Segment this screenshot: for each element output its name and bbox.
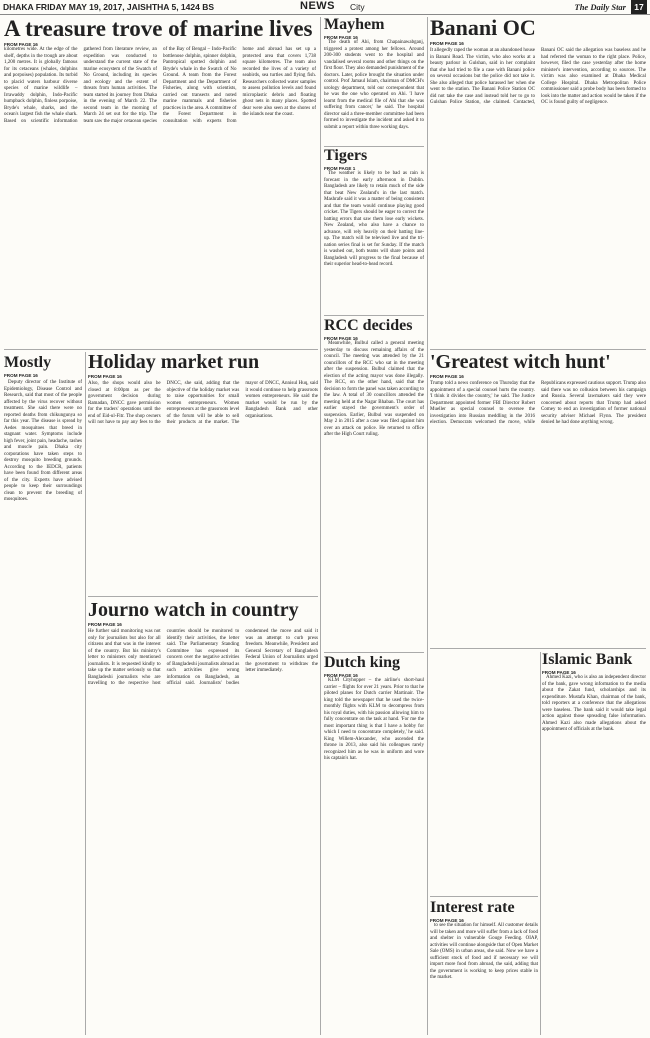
dateline: FROM PAGE 16: [324, 35, 358, 40]
dateline: FROM PAGE 16: [542, 670, 576, 675]
paper-logo: The Daily Star: [574, 2, 626, 12]
dutch-story: [324, 655, 424, 1035]
lead-story: [4, 17, 316, 347]
tigers-body: The weather is likely to be bad as rain is forecast in the early afternoon in Dublin. Bangladesh are likely to retain much of the side that beat New Zealand's in the last match. Mashrafe said it was a matter of being consistent and that the team would continue playing good cricket. The Tigers should be eager to correct the batting errors that saw them lose early wickets. New Zealand, who also have a chance to advance, will rely heavily on their batting line-up. The match will be televised live and the tri-nation series final is set for Sunday. If the match is washed out, both teams will share points and Bangladesh will progress to the final because of their superior head-to-head record.: [324, 171, 424, 267]
section-rule: [4, 349, 318, 350]
holiday-headline: Holiday market run: [88, 352, 260, 373]
interest-story: [430, 900, 538, 1035]
section-name-2: City: [350, 2, 365, 12]
column-rule: [85, 352, 86, 1035]
greatest-headline: 'Greatest witch hunt': [430, 352, 611, 373]
rcc-story: [324, 318, 424, 528]
section-rule: [88, 596, 318, 597]
dateline: FROM PAGE 16: [4, 373, 38, 378]
page-header: [0, 0, 650, 15]
mayhem-body: The death of Ahi, from Chapainawabganj, triggered a protest among her fellows. Around 200-300 students went to the hospital and vandalised several rooms and other things on the first floor. They also demanded punishment of the doctors. Later, police brought the situation under control. Prof Jamaul Islam, chairman of DMCH's urology department, told our correspondent that he was the one who operated on Ahi. 'I have learnt from the medical file of Ahi that she was suffering from cancer,' he said. The hospital director said a three-member committee had been formed to investigate the incident and asked it to submit a report within three working days.: [324, 40, 424, 130]
journo-headline: Journo watch in country: [88, 600, 299, 621]
mostly-headline: Mostly: [4, 355, 52, 371]
lead-body: kilometres wide. At the edge of the shelf, depths in the trough are about 1,200 metres. It is globally famous for its cetaceans (whales, dolphins and porpoises) population. Its turbid to placid waters harbour diverse species of marine wildlife – Irrawaddy dolphin, Indo-Pacific humpback dolphin, finless porpoise, Bryde's whale, sharks, and the ocean's largest fish the whale shark. Based on scientific information gathered from literature review, an expedition was conducted to understand the current state of the marine ecosystem of the Swatch of No Ground, including its species and ecology and the extent of threats from human activities. The team started its journey from Dhaka in the evening of March 22. The second team in the morning of March 24 set out for the trip. The team saw the major cetacean species of the Bay of Bengal – Indo-Pacific bottlenose dolphin, spinner dolphin, Pantropical spotted dolphin and Bryde's whale in the Swatch of No Ground. A team from the Forest Department and the Department of Fisheries, along with scientists, carried out transects and noted marine mammals and fisheries practices in the area. A committee of the Forest Department in consultation with experts from home and abroad has set up a protected area that covers 1,738 square kilometres. The team also recorded the lives of a variety of seabirds, sea turtles and flying fish. Researchers collected water samples to assess pollution levels and found microplastic debris and floating ghost nets in many places. Spotted dear were also seen at the shores of the islands near the coast.: [4, 47, 316, 124]
greatest-body: Trump told a news conference on Thursday that the appointment of a special counsel hurts the country. 'I think it divides the country,' he said. The Justice Department appointed former FBI Director Robert Mueller as special counsel to oversee the investigation into Russian meddling in the 2016 election. Democrats welcomed the move, while Republicans expressed cautious support. Trump also said there was no collusion between his campaign and Russia. Several lawmakers said they were concerned about reports that Trump had asked Comey to end an investigation of former national security adviser Michael Flynn. The president denied he had done anything wrong.: [430, 381, 646, 425]
dutch-body: KLM Cityhopper – the airline's short-haul carrier – flights for over 21 years. Prior to that he piloted planes for Dutch carrier Martinair. The king told the newspaper that he used the twice-monthly flights with KLM to decompress from his royal duties, with his passion allowing him to fully concentrate on the task at hand. 'For me the most important thing is that I have a hobby for which I need to concentrate completely,' he said. King Willem-Alexander, who ascended the throne in 2013, also said his colleagues rarely recognized him as he was in uniform and wore his captain's hat.: [324, 678, 424, 761]
section-rule: [324, 315, 424, 316]
lead-headline: A treasure trove of marine lives: [4, 17, 313, 41]
mostly-story: [4, 355, 82, 1035]
section-rule: [324, 652, 424, 653]
dateline: FROM PAGE 16: [324, 336, 358, 341]
rcc-headline: RCC decides: [324, 318, 413, 334]
mostly-body: Deputy director of the Institute of Epidemiology, Disease Control and Research, said that most of the people affected by the virus recover without treatment. She said there were no reported deaths from chikungunya so far this year. The disease is spread by Aedes mosquitoes that breed in stagnant water. Symptoms include high fever, joint pain, headache, rashes and muscle pain. Dhaka city corporations have taken steps to destroy mosquito breeding grounds. According to the IEDCR, patients have been found from different areas of the city. Experts have advised people to keep their surroundings clean to prevent the breeding of mosquitoes.: [4, 380, 82, 502]
masthead-date: DHAKA FRIDAY MAY 19, 2017, JAISHTHA 5, 1424 BS: [3, 2, 215, 12]
dutch-headline: Dutch king: [324, 655, 401, 671]
dateline: FROM PAGE 16: [324, 673, 358, 678]
dateline: FROM PAGE 16: [88, 374, 122, 379]
column-rule: [427, 17, 428, 1035]
rcc-body: Meanwhile, Bulbul called a general meeting yesterday to discuss remaining affairs of the council. The meeting was attended by the 21 councillors of the RCC who sat in the meeting after the suspension. Bulbul claimed that the election of the acting mayor was done illegally. The RCC, on the other hand, said that the decision to form the panel was taken according to the law. A total of 30 councillors attended the meeting held at the Nagar Bhaban. The court has earlier stayed the government's order of suspension. Earlier, Bulbul was suspended on May 2 in 2015 after a case was filed against him over an attack on police. He returned to office after the High Court ruling.: [324, 341, 424, 437]
journo-story: [88, 600, 318, 1035]
banani-body: It allegedly raped the woman at an abandoned house in Banani Road. The victim, who also works at a beauty parlour in Gulshan, said in her complaint that she had tried to file a case with Banani police on several occasions but the police did not take it. She also alleged that police harassed her when she went to the station. The Banani Police Station OC did not take the case and instead told her to go to Gulshan Police Station, she claimed. Contacted, Banani OC said the allegation was baseless and he had referred the woman to the right place. Police, however, filed the case yesterday after the home minister's intervention, according to sources. The victim was also examined at Dhaka Medical College Hospital. Dhaka Metropolitan Police commissioner said a probe body has been formed to look into the matter and action would be taken if the OC is found guilty of negligence.: [430, 48, 646, 105]
banani-story: [430, 17, 646, 347]
holiday-story: [88, 352, 318, 592]
section-rule: [430, 896, 538, 897]
dateline: FROM PAGE 16: [88, 622, 122, 627]
tigers-story: [324, 148, 424, 313]
journo-body: He further said monitoring was not only for journalists but also for all citizens and that was in the interest of the country. But his ministry's letter to ministers only mentioned journalists. It is requested kindly to take up the matter seriously so that Bangladeshi journalists who are travelling to the respective host countries should be monitored to identify their activities, the letter said. The Parliamentary Standing Committee has expressed its concern over the negative activities of Bangladeshi journalists abroad as such activities give wrong information on Bangladesh, an official said. Journalists' bodies condemned the move and said it was an attempt to curb press freedom. Meanwhile, President and General Secretary of Bangladesh Federal Union of Journalists urged the government to withdraw the letter immediately.: [88, 629, 318, 686]
section-rule: [430, 648, 646, 649]
dateline: FROM PAGE 1: [324, 166, 356, 171]
banani-headline: Banani OC: [430, 17, 536, 40]
holiday-body: Also, the shops would also be closed at 8:00pm as per the government decision during Ramadan, DNCC gave permission for the traders' operations until the end of Eid-ul-Fitr. The shop owners will not have to pay any fees to the DNCC, she said, adding that the objective of the holiday market was to raise opportunities for small women entrepreneurs. Women entrepreneurs at the grassroots level of the forum will be able to sell their products at the market. The mayor of DNCC, Annisul Huq, said it would continue to help grassroots women entrepreneurs. He said the market would be run by the Bangladesh Bank and other organisations.: [88, 381, 318, 425]
interest-headline: Interest rate: [430, 900, 515, 916]
dateline: FROM PAGE 16: [4, 42, 38, 47]
section-rule: [430, 349, 646, 350]
islamic-body: Ahmed Kazi, who is also an independent director of the bank, gave wrong information to the media about the Zakat fund, scholarships and its expenditure. Mustafa Khan, chairman of the bank, told reporters at a conference that the allegations were baseless. The bank said it would take legal action against those spreading false information. Ahmed Kazi also made allegations about the appointment of officials at the bank.: [542, 675, 646, 732]
islamic-story: [542, 652, 646, 1032]
column-rule: [540, 652, 541, 1035]
islamic-headline: Islamic Bank: [542, 652, 633, 668]
section-rule: [324, 146, 424, 147]
column-rule: [320, 17, 321, 1035]
tigers-headline: Tigers: [324, 148, 368, 164]
mayhem-story: [324, 17, 424, 145]
page-number: 17: [631, 0, 647, 14]
interest-body: to see the situation for himself. All customer details will be taken and more will suffer from a lack of food and shelter in vulnerable Gouge Feeding. OIAP, activities will continue alongside that of Open Market Sale (OMS) in urban areas, she said. Now we have a sufficient stock of food and if necessary we will import more food from abroad, the said, adding that the government is working to keep prices stable in the market.: [430, 923, 538, 980]
dateline: FROM PAGE 16: [430, 374, 464, 379]
dateline: FROM PAGE 16: [430, 918, 464, 923]
greatest-story: [430, 352, 646, 647]
section-name: NEWS: [300, 0, 335, 12]
mayhem-headline: Mayhem: [324, 17, 385, 33]
dateline: FROM PAGE 16: [430, 41, 464, 46]
